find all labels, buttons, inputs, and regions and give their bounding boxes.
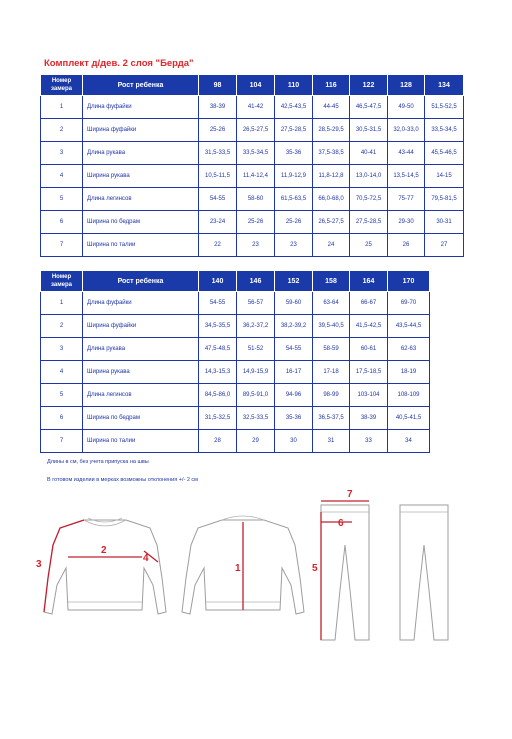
measure-name: Ширина по бедрам <box>83 407 199 430</box>
measure-name: Длина легинсов <box>83 384 199 407</box>
measure-name: Ширина рукава <box>83 361 199 384</box>
table-row <box>41 165 464 188</box>
table-row <box>41 96 464 119</box>
measure-label-5: 5 <box>312 563 318 574</box>
note-units: Длины в см, без учета припуска на швы <box>47 459 149 465</box>
size-value: 66-67 <box>350 292 388 315</box>
size-value: 27 <box>425 234 464 257</box>
sweatshirt-front-drawing <box>44 518 166 614</box>
size-value: 49-50 <box>388 96 425 119</box>
size-value: 23 <box>275 234 313 257</box>
number-header: Номер замера <box>41 271 83 292</box>
measure-number: 7 <box>41 234 83 257</box>
size-value: 98-99 <box>313 384 350 407</box>
size-value: 43,5-44,5 <box>388 315 430 338</box>
height-header: 140 <box>199 271 237 292</box>
size-value: 31,5-32,5 <box>199 407 237 430</box>
size-value: 56-57 <box>237 292 275 315</box>
measure-name: Длина фуфайки <box>83 292 199 315</box>
size-value: 60-61 <box>350 338 388 361</box>
size-value: 41-42 <box>237 96 275 119</box>
size-value: 36,2-37,2 <box>237 315 275 338</box>
size-value: 37,5-38,5 <box>313 142 350 165</box>
table-row <box>41 234 464 257</box>
table-header-row <box>41 75 464 96</box>
number-header: Номер замера <box>41 75 83 96</box>
measure-number: 6 <box>41 211 83 234</box>
table-row <box>41 211 464 234</box>
size-value: 44-45 <box>313 96 350 119</box>
size-value: 41,5-42,5 <box>350 315 388 338</box>
page-title: Комплект д/дев. 2 слоя "Берда" <box>44 58 194 69</box>
size-value: 66,0-68,0 <box>313 188 350 211</box>
measure-number: 4 <box>41 165 83 188</box>
measure-number: 4 <box>41 361 83 384</box>
size-value: 30 <box>275 430 313 453</box>
measure-number: 5 <box>41 384 83 407</box>
height-header: 122 <box>350 75 388 96</box>
size-value: 34,5-35,5 <box>199 315 237 338</box>
size-value: 27,5-28,5 <box>350 211 388 234</box>
size-value: 36,5-37,5 <box>313 407 350 430</box>
height-header: 128 <box>388 75 425 96</box>
measure-label-2: 2 <box>101 545 107 556</box>
size-value: 46,5-47,5 <box>350 96 388 119</box>
size-value: 26,5-27,5 <box>237 119 275 142</box>
height-header: 164 <box>350 271 388 292</box>
table-row <box>41 361 430 384</box>
measure-name: Ширина фуфайки <box>83 315 199 338</box>
measurement-diagram <box>0 488 512 688</box>
measure-label-3: 3 <box>36 559 42 570</box>
size-value: 25-26 <box>199 119 237 142</box>
size-value: 61,5-63,5 <box>275 188 313 211</box>
size-table-1 <box>40 74 464 257</box>
table-row <box>41 407 430 430</box>
measure-number: 3 <box>41 142 83 165</box>
size-value: 33 <box>350 430 388 453</box>
height-header: 146 <box>237 271 275 292</box>
measure-name: Ширина фуфайки <box>83 119 199 142</box>
size-value: 35-36 <box>275 407 313 430</box>
size-value: 34 <box>388 430 430 453</box>
table-row <box>41 384 430 407</box>
measure-number: 1 <box>41 292 83 315</box>
size-header: Рост ребенка <box>83 75 199 96</box>
height-header: 170 <box>388 271 430 292</box>
size-value: 45,5-46,5 <box>425 142 464 165</box>
measure-number: 2 <box>41 119 83 142</box>
size-value: 25 <box>350 234 388 257</box>
size-value: 30-31 <box>425 211 464 234</box>
leggings-back-drawing <box>400 505 448 640</box>
size-value: 29-30 <box>388 211 425 234</box>
size-value: 26 <box>388 234 425 257</box>
height-header: 158 <box>313 271 350 292</box>
size-value: 40,5-41,5 <box>388 407 430 430</box>
table-row <box>41 188 464 211</box>
table-header-row <box>41 271 430 292</box>
height-header: 152 <box>275 271 313 292</box>
size-value: 17-18 <box>313 361 350 384</box>
size-table-2 <box>40 270 430 453</box>
height-header: 104 <box>237 75 275 96</box>
size-value: 11,8-12,8 <box>313 165 350 188</box>
size-value: 14,9-15,9 <box>237 361 275 384</box>
size-value: 26,5-27,5 <box>313 211 350 234</box>
measure-label-4: 4 <box>143 553 149 564</box>
measure-number: 2 <box>41 315 83 338</box>
size-value: 35-36 <box>275 142 313 165</box>
size-value: 32,0-33,0 <box>388 119 425 142</box>
size-value: 59-60 <box>275 292 313 315</box>
size-value: 11,9-12,9 <box>275 165 313 188</box>
size-value: 31 <box>313 430 350 453</box>
size-value: 38,2-39,2 <box>275 315 313 338</box>
size-value: 54-55 <box>275 338 313 361</box>
measure-name: Ширина рукава <box>83 165 199 188</box>
size-value: 54-55 <box>199 188 237 211</box>
size-value: 28,5-29,5 <box>313 119 350 142</box>
measure-number: 3 <box>41 338 83 361</box>
table-row <box>41 430 430 453</box>
size-value: 54-55 <box>199 292 237 315</box>
measure-name: Длина рукава <box>83 142 199 165</box>
size-value: 51,5-52,5 <box>425 96 464 119</box>
size-value: 84,5-86,0 <box>199 384 237 407</box>
size-value: 23-24 <box>199 211 237 234</box>
size-value: 14-15 <box>425 165 464 188</box>
measure-number: 6 <box>41 407 83 430</box>
size-value: 13,0-14,0 <box>350 165 388 188</box>
measure-name: Длина рукава <box>83 338 199 361</box>
measure-line-3 <box>44 520 84 612</box>
measure-name: Длина легинсов <box>83 188 199 211</box>
size-value: 17,5-18,5 <box>350 361 388 384</box>
size-value: 89,5-91,0 <box>237 384 275 407</box>
size-value: 62-63 <box>388 338 430 361</box>
size-value: 28 <box>199 430 237 453</box>
size-value: 31,5-33,5 <box>199 142 237 165</box>
size-value: 16-17 <box>275 361 313 384</box>
leggings-front-drawing <box>321 505 369 640</box>
size-value: 13,5-14,5 <box>388 165 425 188</box>
size-value: 30,5-31,5 <box>350 119 388 142</box>
height-header: 134 <box>425 75 464 96</box>
size-value: 75-77 <box>388 188 425 211</box>
size-value: 108-109 <box>388 384 430 407</box>
measure-label-6: 6 <box>338 518 344 529</box>
size-value: 14,3-15,3 <box>199 361 237 384</box>
size-value: 27,5-28,5 <box>275 119 313 142</box>
size-value: 70,5-72,5 <box>350 188 388 211</box>
table-row <box>41 119 464 142</box>
height-header: 98 <box>199 75 237 96</box>
measure-number: 7 <box>41 430 83 453</box>
size-value: 22 <box>199 234 237 257</box>
size-value: 10,5-11,5 <box>199 165 237 188</box>
measure-label-1: 1 <box>235 563 241 574</box>
size-value: 24 <box>313 234 350 257</box>
size-value: 69-70 <box>388 292 430 315</box>
measure-number: 5 <box>41 188 83 211</box>
measure-name: Длина фуфайки <box>83 96 199 119</box>
size-value: 40-41 <box>350 142 388 165</box>
measure-name: Ширина по талии <box>83 234 199 257</box>
table-row <box>41 315 430 338</box>
measure-name: Ширина по бедрам <box>83 211 199 234</box>
height-header: 110 <box>275 75 313 96</box>
size-value: 94-96 <box>275 384 313 407</box>
size-value: 58-59 <box>313 338 350 361</box>
measure-label-7: 7 <box>347 489 353 500</box>
size-value: 29 <box>237 430 275 453</box>
table-row <box>41 292 430 315</box>
size-value: 103-104 <box>350 384 388 407</box>
table-row <box>41 142 464 165</box>
size-value: 42,5-43,5 <box>275 96 313 119</box>
size-value: 11,4-12,4 <box>237 165 275 188</box>
size-value: 39,5-40,5 <box>313 315 350 338</box>
size-value: 79,5-81,5 <box>425 188 464 211</box>
size-value: 25-26 <box>275 211 313 234</box>
size-value: 32,5-33,5 <box>237 407 275 430</box>
note-tolerance: В готовом изделии в мерках возможны отклонения +/- 2 см <box>47 477 198 483</box>
size-value: 33,5-34,5 <box>237 142 275 165</box>
size-value: 25-26 <box>237 211 275 234</box>
size-value: 18-19 <box>388 361 430 384</box>
size-value: 58-60 <box>237 188 275 211</box>
size-value: 43-44 <box>388 142 425 165</box>
size-value: 38-39 <box>350 407 388 430</box>
size-header: Рост ребенка <box>83 271 199 292</box>
measure-number: 1 <box>41 96 83 119</box>
table-row <box>41 338 430 361</box>
size-value: 23 <box>237 234 275 257</box>
size-value: 51-52 <box>237 338 275 361</box>
size-value: 38-39 <box>199 96 237 119</box>
height-header: 116 <box>313 75 350 96</box>
measure-name: Ширина по талии <box>83 430 199 453</box>
size-value: 63-64 <box>313 292 350 315</box>
size-value: 47,5-48,5 <box>199 338 237 361</box>
size-value: 33,5-34,5 <box>425 119 464 142</box>
